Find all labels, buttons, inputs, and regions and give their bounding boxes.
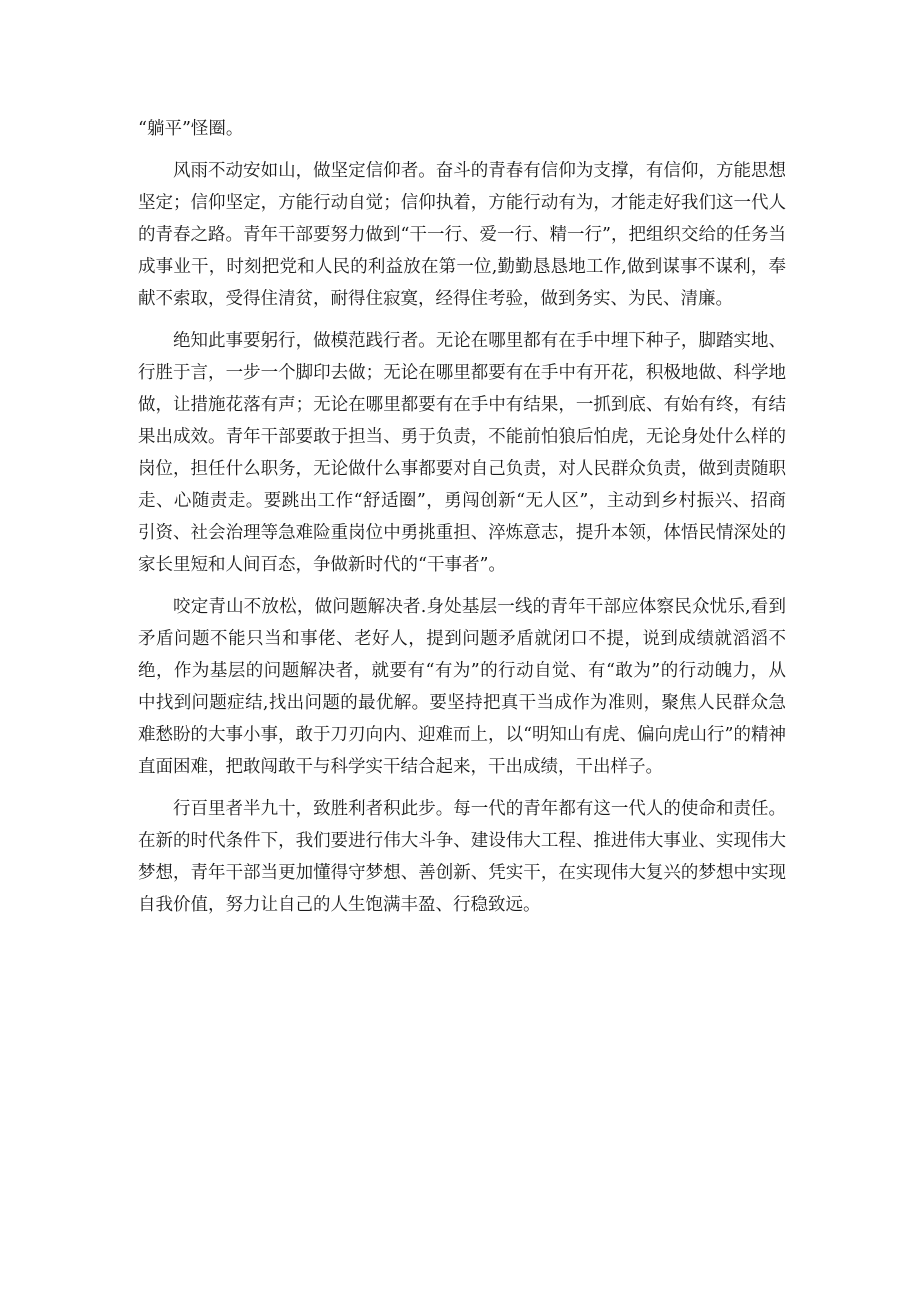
paragraph-conclusion: 行百里者半九十，致胜利者积此步。每一代的青年都有这一代人的使命和责任。在新的时代条件下，我们要进行伟大斗争、建设伟大工程、推进伟大事业、实现伟大梦想，青年干部当更加懂得守梦想、善创新、凭实干，在实现伟大复兴的梦想中实现自我价值，努力让自己的人生饱满丰盈、行稳致远。 [138,799,786,915]
document-body [138,113,786,931]
paragraph-faith: 风雨不动安如山，做坚定信仰者。奋斗的青春有信仰为支撑，有信仰，方能思想坚定；信仰坚定，方能行动自觉；信仰执着，方能行动有为，才能走好我们这一代人的青春之路。青年干部要努力做到“干一行、爱一行、精一行”，把组织交给的任务当成事业干，时刻把党和人民的利益放在第一位,勤勤恳恳地工作,做到谋事不谋利，奉献不索取，受得住清贫，耐得住寂寞，经得住考验，做到务实、为民、清廉。 [138,161,786,309]
paragraph-continuation: “躺平”怪圈。 [138,119,244,139]
paragraph-practice: 绝知此事要躬行，做模范践行者。无论在哪里都有在手中埋下种子，脚踏实地、行胜于言，一步一个脚印去做；无论在哪里都要有在手中有开花，积极地做、科学地做，让措施花落有声；无论在哪里都要有在手中有结果，一抓到底、有始有终，有结果出成效。青年干部要敢于担当、勇于负责，不能前怕狼后怕虎，无论身处什么样的岗位，担任什么职务，无论做什么事都要对自己负责，对人民群众负责，做到责随职走、心随责走。要跳出工作“舒适圈”，勇闯创新“无人区”，主动到乡村振兴、招商引资、社会治理等急难险重岗位中勇挑重担、淬炼意志，提升本领，体悟民情深处的家长里短和人间百态，争做新时代的“干事者”。 [138,331,786,575]
paragraph-problem-solving: 咬定青山不放松，做问题解决者.身处基层一线的青年干部应体察民众忧乐,看到矛盾问题不能只当和事佬、老好人，提到问题矛盾就闭口不提，说到成绩就滔滔不绝，作为基层的问题解决者，就要有“有为”的行动自觉、有“敢为”的行动魄力，从中找到问题症结,找出问题的最优解。要坚持把真干当成作为准则，聚焦人民群众急难愁盼的大事小事，敢于刀刃向内、迎难而上，以“明知山有虎、偏向虎山行”的精神直面困难，把敢闯敢干与科学实干结合起来，干出成绩，干出样子。 [138,597,786,777]
